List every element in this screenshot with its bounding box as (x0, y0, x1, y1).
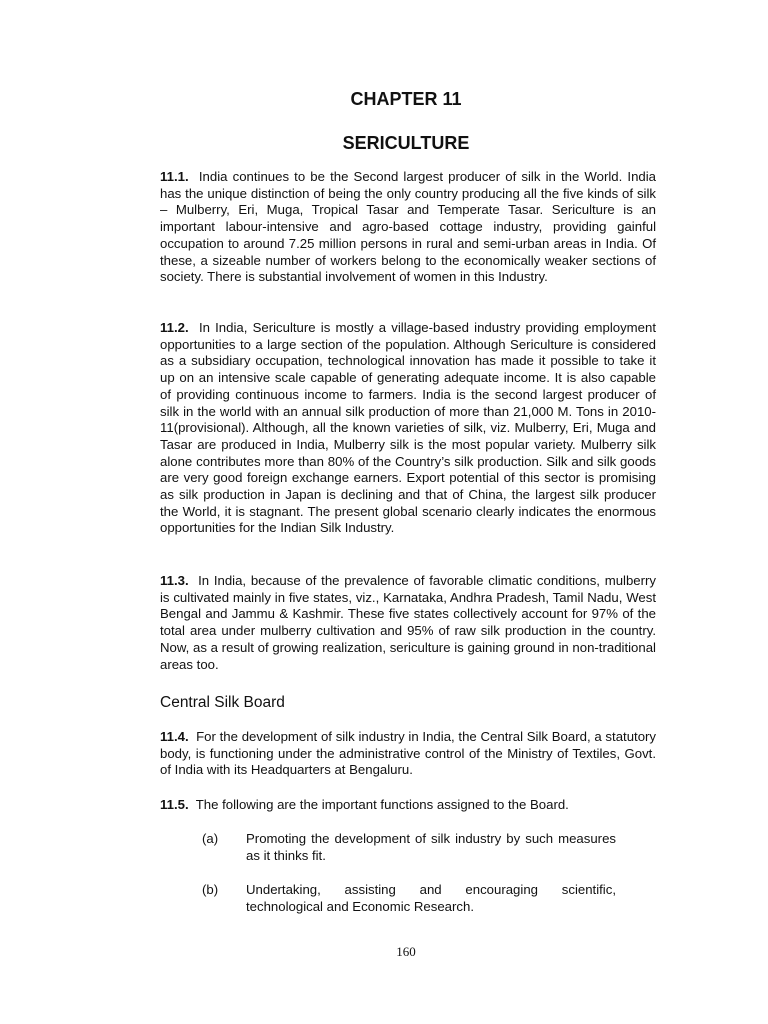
section-heading: Central Silk Board (160, 694, 285, 711)
list-text: Undertaking, assisting and encouraging scientific, technological and Economic Research. (246, 882, 616, 914)
paragraph-number: 11.3. (160, 573, 189, 588)
paragraph-11-1 (160, 169, 656, 286)
paragraph-11-4 (160, 729, 656, 779)
list-label: (b) (202, 882, 219, 897)
paragraph-11-2 (160, 320, 656, 537)
paragraph-text: In India, Sericulture is mostly a village-based industry providing employment opportunities to a large section of the population. Although Sericulture is considered as a subsidiary occupation, technological innovation has made it possible to take it up on an intensive scale capable of generating adequate income. It is also capable of providing continuous income to farmers. India is the second largest producer of silk in the world with an annual silk production of more than 21,000 M. Tons in 2010-11(provisional). Although, all the known varieties of silk, viz. Mulberry, Eri, Muga and Tasar are produced in India, Mulberry silk is the most popular variety. Mulberry silk alone contributes more than 80% of the Country’s silk production. Silk and silk goods are very good foreign exchange earners. Export potential of this sector is promising as silk production in Japan is declining and that of China, the largest silk producer the World, it is stagnant. The present global scenario clearly indicates the enormous opportunities for the Indian Silk Industry. (160, 320, 657, 536)
list-label: (a) (202, 831, 219, 846)
paragraph-text: The following are the important functions assigned to the Board. (195, 797, 569, 812)
paragraph-11-3 (160, 573, 656, 673)
paragraph-number: 11.1. (160, 169, 189, 184)
paragraph-text: In India, because of the prevalence of favorable climatic conditions, mulberry is cultivated mainly in five states, viz., Karnataka, Andhra Pradesh, Tamil Nadu, West Bengal and Jammu & Kashmir. These five states collectively account for 97% of the total area under mulberry cultivation and 95% of raw silk production in the country. Now, as a result of growing realization, sericulture is gaining ground in non-traditional areas too. (160, 573, 657, 672)
list-text: Promoting the development of silk industry by such measures as it thinks fit. (246, 831, 616, 863)
paragraph-11-5 (160, 797, 656, 814)
chapter-heading: CHAPTER 11 (350, 89, 462, 109)
paragraph-text: India continues to be the Second largest producer of silk in the World. India has the unique distinction of being the only country producing all the five kinds of silk – Mulberry, Eri, Muga, Tropical Tasar and Temperate Tasar. Sericulture is an important labour-intensive and agro-based cottage industry, providing gainful occupation to around 7.25 million persons in rural and semi-urban areas in India. Of these, a sizeable number of workers belong to the economically weaker sections of society. There is substantial involvement of women in this Industry. (160, 169, 657, 285)
chapter-title: SERICULTURE (342, 133, 470, 153)
paragraph-number: 11.4. (160, 729, 189, 744)
page-number: 160 (396, 944, 416, 959)
paragraph-number: 11.5. (160, 797, 189, 812)
paragraph-number: 11.2. (160, 320, 189, 335)
paragraph-text: For the development of silk industry in India, the Central Silk Board, a statutory body, is functioning under the administrative control of the Ministry of Textiles, Govt. of India with its Headquarters at Bengaluru. (160, 729, 657, 778)
